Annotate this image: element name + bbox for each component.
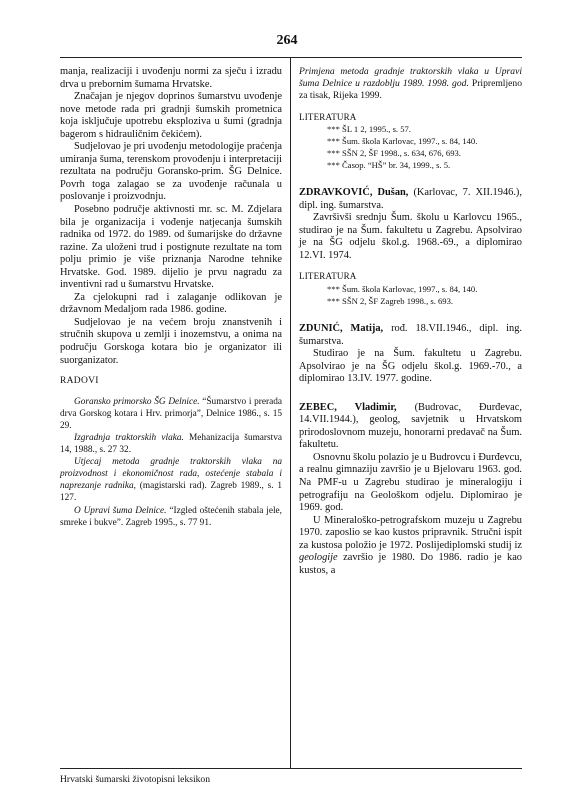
text-run: završio je 1980. Do 1986. radio je kao kustos, a xyxy=(299,552,522,576)
paragraph xyxy=(299,515,522,578)
paragraph: Sudjelovao je na većem broju znanstvenih i stručnih skupova u zemlji i inozemstvu, a onima na području Gorskoga kotara bio je organizator ili suorganizator. xyxy=(60,316,282,366)
work-details: Pripremljeno za tisak, Rijeka 1999. xyxy=(299,78,522,102)
paragraph: Završivši srednju Šum. školu u Karlovcu 1965., studirao je na Šum. fakultetu u Zagrebu. Apsolvirao je na ŠG odjelu škol.g. 1968.-69., a diplomirao 12.VI. 1974. xyxy=(299,212,522,261)
right-column xyxy=(299,66,522,577)
work-title: Izgradnja traktorskih vlaka. xyxy=(74,432,184,443)
work-item xyxy=(60,456,282,504)
work-title: Goransko primorsko ŠG Delnice. xyxy=(74,396,200,407)
work-title: Utjecaj metoda gradnje traktorskih vlaka na proizvodnost i ekonomičnost rada, ostećenje stabala i naprezanje radnika, xyxy=(60,457,282,492)
work-title: Primjena metoda gradnje traktorskih vlaka u Upravi šuma Delnice u razdoblju 1989. 1998. god. xyxy=(299,66,522,90)
entry-name: ZDRAVKOVIĆ, Dušan, xyxy=(299,187,409,199)
section-heading-radovi: RADOVI xyxy=(60,376,99,387)
literature-heading: LITERATURA xyxy=(299,271,357,282)
italic-term: geologije xyxy=(299,552,338,564)
footer-title: Hrvatski šumarski životopisni leksikon xyxy=(60,774,211,785)
left-column xyxy=(60,66,282,529)
entry-meta: rođ. 18.VII.1946., dipl. ing. šumarstva. xyxy=(299,322,522,347)
entry-name: ZEBEC, Vladimir, xyxy=(299,401,397,413)
work-item xyxy=(60,505,282,529)
literature-ref: *** SŠN 2, ŠF 1998., s. 634, 676, 693. xyxy=(327,148,461,159)
work-title: O Upravi šuma Delnice. xyxy=(74,505,167,516)
entry-heading xyxy=(299,187,522,212)
paragraph: manja, realizaciji i uvođenju normi za sječu i izradu drva u prebornim šumama Hrvatske. xyxy=(60,66,282,90)
paragraph: Značajan je njegov doprinos šumarstvu uvođenje nove metode rada pri gradnji šumskih prometnica koja isključuje upotrebu eksploziva u šumi (gradnja bagerom s hidrauličnim čekićem). xyxy=(60,91,282,140)
work-details: “Izgled oštećenih stabala jele, smreke i bukve”. Zagreb 1995., s. 77 91. xyxy=(60,505,282,528)
work-item xyxy=(60,396,282,432)
entry-heading xyxy=(299,323,522,348)
page-number: 264 xyxy=(276,33,298,48)
paragraph: Osnovnu školu polazio je u Budrovcu i Đurđevcu, a realnu gimnaziju završio je u Bjelovaru 1963. god. Na PMF-u u Zagrebu studirao je mineralogiju i petrografiju na Geološkom odjelu. Diplomirao je 1969. god. xyxy=(299,451,522,514)
literature-ref: *** Šum. škola Karlovac, 1997., s. 84, 140. xyxy=(327,283,478,294)
column-divider xyxy=(290,57,291,768)
text-run: U Mineraloško-petrografskom muzeju u Zagrebu 1970. zaposlio se kao kustos pripravnik. Stručni ispit za kustosa položio je 1972. Poslijediplomski studij iz xyxy=(299,514,522,551)
paragraph: Posebno područje aktivnosti mr. sc. M. Zdjelara bila je organizacija i vođenje natjecanja šumskih radnika od 1972. do 1989. od šumarijske do državne razine. Za uloženi trud i postignute rezultate na tom polju primio je više priznanja Narodne tehnike Hrvatske. God. 1989. dijelio je prvu nagradu za inventivni rad u šumarstvu Hrvatske. xyxy=(60,204,282,291)
work-details: Mehanizacija šumarstva 14, 1988., s. 27 32. xyxy=(60,432,282,456)
work-details: “Šumarstvo i prerada drva Gorskog kotara i Hrv. primorja”, Delnice 1986., s. 15 29. xyxy=(60,396,282,431)
literature-ref: *** ŠL 1 2, 1995., s. 57. xyxy=(327,124,411,135)
bottom-rule xyxy=(60,768,522,769)
entry-meta: (Budrovac, Đurđevac, 14.VII.1944.), geolog, savjetnik u Hrvatskom prirodoslovnom muzeju, honorarni predavač na Šum. fakultetu. xyxy=(299,401,522,451)
entry-heading xyxy=(299,402,522,452)
work-item xyxy=(299,66,522,103)
paragraph: Za cjelokupni rad i zalaganje odlikovan je državnom Medaljom rada 1986. godine. xyxy=(60,291,282,316)
paragraph: Sudjelovao je pri uvođenju metodologije praćenja umiranja šuma, terenskom provođenju i interpretaciji rezultata na području Goransko-prim. ŠG Delnice. Povrh toga zalagao se za uvođenje računala u poslovanje i proizvodnju. xyxy=(60,141,282,203)
paragraph: Studirao je na Šum. fakultetu u Zagrebu. Apsolvirao je na ŠG odjelu škol.g. 1969.-70., a diplomirao 13.IV. 1977. godine. xyxy=(299,348,522,385)
work-item xyxy=(60,432,282,456)
literature-ref: *** Šum. škola Karlovac, 1997., s. 84, 140. xyxy=(327,136,478,147)
literature-heading: LITERATURA xyxy=(299,111,357,122)
entry-meta: (Karlovac, 7. XII.1946.), dipl. ing. šumarstva. xyxy=(299,187,522,211)
top-rule xyxy=(60,57,522,58)
work-details: (magistarski rad). Zagreb 1989., s. 1 127. xyxy=(60,481,282,504)
literature-ref: *** SŠN 2, ŠF Zagreb 1998., s. 693. xyxy=(327,295,454,306)
entry-name: ZDUNIĆ, Matija, xyxy=(299,322,384,334)
literature-ref: *** Časop. “HŠ” br. 34, 1999., s. 5. xyxy=(327,160,451,171)
